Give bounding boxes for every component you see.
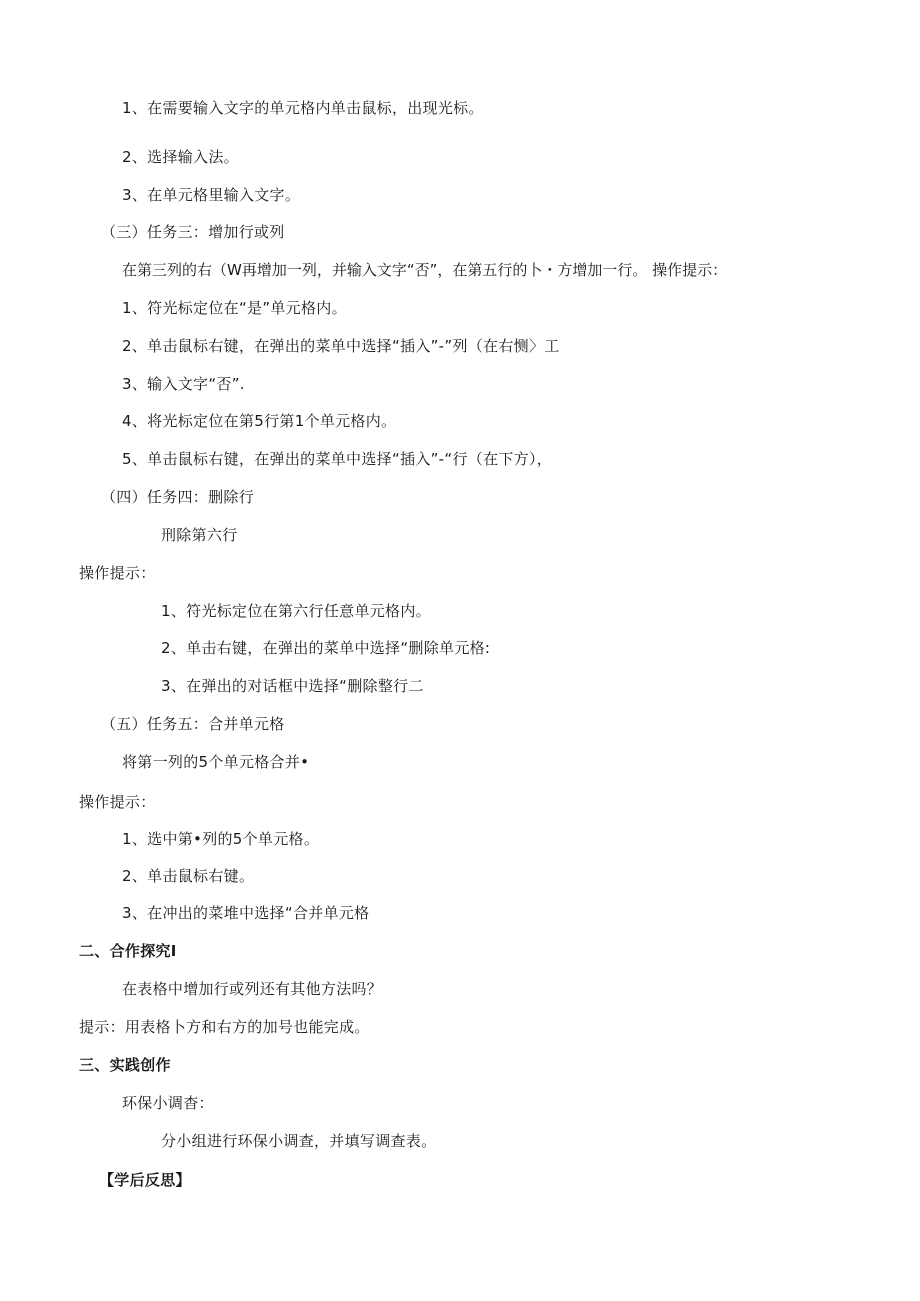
task-4-hint-label: 操作提示： xyxy=(79,564,156,582)
section-3-instruction: 分小组进行环保小调查，并填写调查表。 xyxy=(161,1132,437,1150)
task-4-step-2: 2、单击右键，在弹出的菜单中选择“删除单元格: xyxy=(161,639,491,657)
task-3-description: 在第三列的右（W再增加一列，并输入文字“否”，在第五行的卜・方增加一行。 操作提示： xyxy=(122,261,728,279)
task-4-description: 刑除第六行 xyxy=(161,526,238,544)
task-3-step-1: 1、符光标定位在“是”单元格内。 xyxy=(122,299,347,317)
task-4-heading: （四）任务四：删除行 xyxy=(101,488,255,506)
task-3-step-4: 4、将光标定位在第5行第1个单元格内。 xyxy=(122,412,397,430)
task-5-hint-label: 操作提示： xyxy=(79,793,156,811)
task-3-heading: （三）任务三：增加行或列 xyxy=(101,223,285,241)
section-3-heading: 三、实践创作 xyxy=(79,1056,171,1074)
task-4-step-3: 3、在弹出的对话框中选择“删除整行二 xyxy=(161,677,424,695)
section-3-topic: 环保小调杳： xyxy=(122,1094,214,1112)
task-5-heading: （五）任务五：合并单元格 xyxy=(101,715,285,733)
task-3-step-3: 3、输入文字“否”. xyxy=(122,375,245,393)
task-4-step-1: 1、符光标定位在第六行任意单元格内。 xyxy=(161,602,431,620)
section-2-question: 在表格中增加行或列还有其他方法吗？ xyxy=(122,980,383,998)
step-2-select-input: 2、选择输入法。 xyxy=(122,148,239,166)
task-5-step-2: 2、单击鼠标右键。 xyxy=(122,867,255,885)
task-5-step-1: 1、选中第•列的5个单元格。 xyxy=(122,830,320,848)
task-5-step-3: 3、在冲出的菜堆中选择“合并单元格 xyxy=(122,904,370,922)
task-5-description: 将第一列的5个单元格合并• xyxy=(122,753,310,771)
step-3-type-text: 3、在单元格里输入文字。 xyxy=(122,186,301,204)
reflection-heading: 【学后反思】 xyxy=(99,1171,191,1189)
task-3-step-5: 5、单击鼠标右键，在弹出的菜单中选择“插入”-“行（在下方）， xyxy=(122,450,553,468)
step-1-click-cell: 1、在需要输入文字的单元格内单击鼠标，出现光标。 xyxy=(122,99,484,117)
task-3-step-2: 2、单击鼠标右键，在弹出的菜单中选择“插入”-”列（在右恻〉工 xyxy=(122,337,560,355)
section-2-hint: 提示：用表格卜方和右方的加号也能完成。 xyxy=(79,1018,370,1036)
section-2-heading: 二、合作探究I xyxy=(79,942,177,960)
